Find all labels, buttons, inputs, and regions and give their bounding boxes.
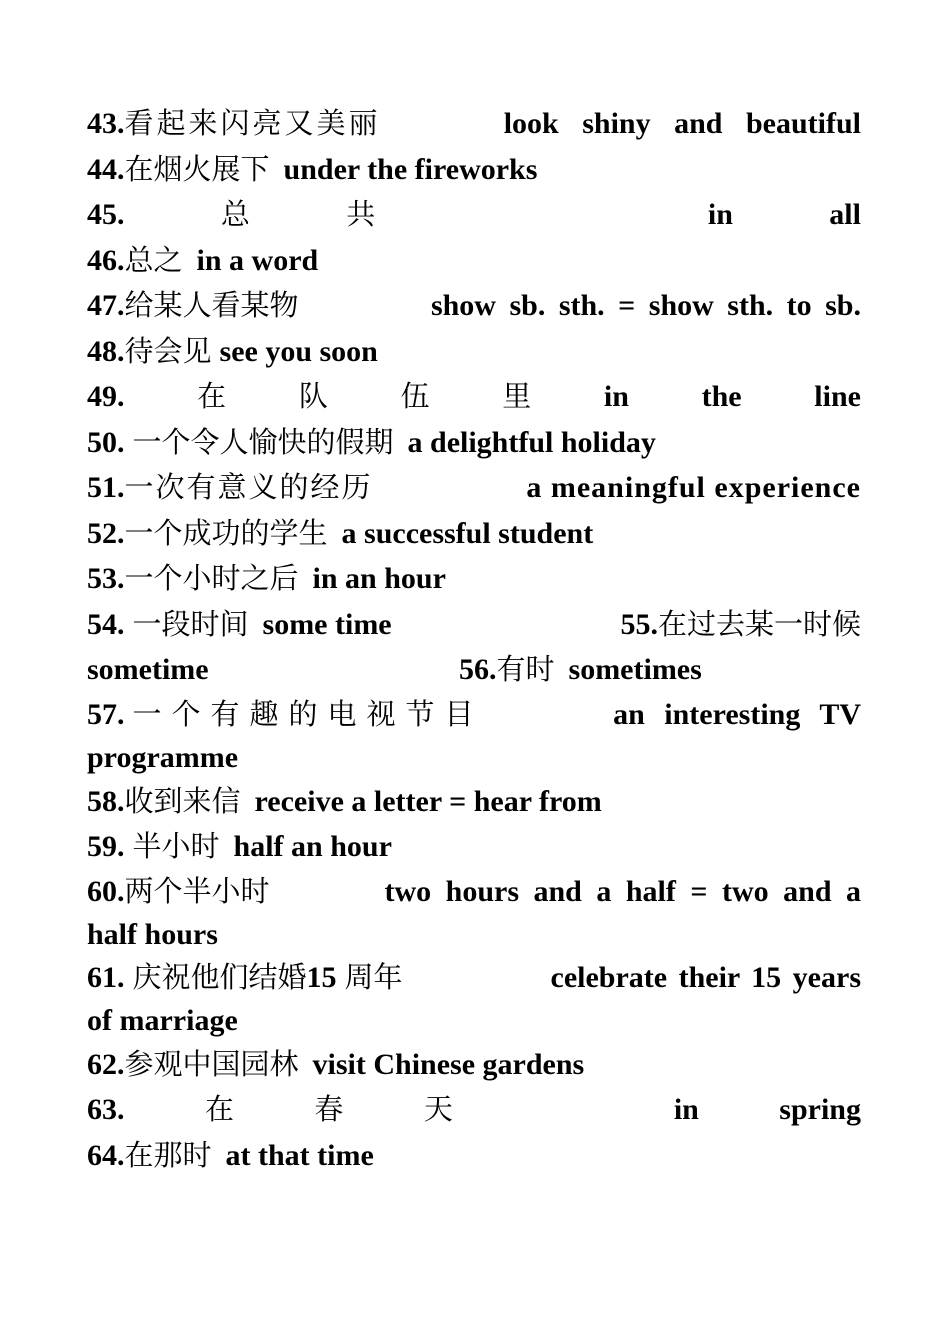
year-number: 15	[306, 960, 337, 994]
chinese-word: 在	[197, 379, 227, 413]
english-phrase: look shiny and beautiful	[503, 107, 861, 140]
item-number: 43.	[87, 107, 125, 140]
list-item	[87, 602, 861, 648]
item-number: 61.	[87, 960, 125, 994]
english-phrase: in a word	[196, 243, 319, 277]
chinese-word: 共	[346, 197, 376, 231]
chinese-phrase: 总之	[124, 242, 183, 277]
chinese-phrase: 庆祝他们结婚	[132, 959, 307, 994]
list-item	[87, 870, 861, 913]
list-item	[87, 824, 861, 870]
english-word: in	[673, 1093, 699, 1126]
english-word: the	[701, 380, 742, 413]
english-phrase: two hours and a half = two and a	[384, 874, 861, 908]
chinese-word: 在	[204, 1092, 234, 1126]
english-phrase: receive a letter = hear from	[254, 784, 602, 818]
english-phrase: show sb. sth. = show sth. to sb.	[430, 289, 861, 322]
item-number: 45.	[87, 198, 125, 231]
item-number: 53.	[87, 562, 125, 595]
item-number: 55.	[620, 607, 658, 641]
list-item	[87, 374, 861, 420]
list-item	[87, 1133, 861, 1179]
english-phrase: an interesting TV	[613, 697, 861, 731]
list-item	[87, 779, 861, 825]
chinese-word: 里	[502, 379, 532, 413]
list-item	[87, 329, 861, 375]
english-phrase: sometimes	[568, 653, 702, 686]
chinese-word: 天	[423, 1092, 453, 1126]
chinese-phrase: 一个令人愉快的假期	[132, 424, 394, 459]
chinese-phrase: 一个小时之后	[124, 561, 299, 595]
list-item	[87, 647, 861, 693]
english-word: line	[814, 380, 861, 413]
chinese-phrase: 在那时	[124, 1137, 212, 1172]
chinese-phrase: 一个成功的学生	[124, 515, 328, 550]
list-item	[87, 101, 861, 147]
item-number: 60.	[87, 874, 125, 908]
english-phrase: under the fireworks	[283, 152, 538, 186]
chinese-phrase: 一段时间	[132, 606, 249, 641]
list-item	[87, 420, 861, 466]
list-item	[87, 283, 861, 329]
english-phrase: see you soon	[219, 334, 378, 368]
item-number: 59.	[87, 830, 125, 863]
english-word: all	[829, 198, 861, 231]
chinese-phrase: 一次有意义的经历	[124, 470, 373, 504]
english-phrase: some time	[262, 607, 392, 641]
vocabulary-list	[87, 101, 861, 1178]
item-number: 44.	[87, 152, 125, 186]
item-number: 47.	[87, 289, 125, 322]
item-number: 56.	[459, 653, 497, 686]
chinese-phrase: 有时	[496, 652, 555, 686]
item-number: 46.	[87, 243, 125, 277]
chinese-phrase: 参观中国园林	[124, 1046, 299, 1081]
list-item	[87, 1042, 861, 1088]
chinese-phrase: 在过去某一时候	[657, 606, 861, 641]
english-phrase: half hours	[87, 917, 218, 951]
english-phrase: half an hour	[233, 830, 392, 863]
list-item	[87, 693, 861, 736]
chinese-word: 伍	[400, 379, 430, 413]
chinese-phrase: 收到来信	[124, 783, 241, 818]
list-item	[87, 511, 861, 557]
item-number: 52.	[87, 516, 125, 550]
item-number: 64.	[87, 1138, 125, 1172]
english-word: spring	[779, 1093, 861, 1126]
item-number: 58.	[87, 784, 125, 818]
english-phrase: celebrate their 15 years	[550, 960, 861, 994]
chinese-phrase: 两个半小时	[124, 873, 270, 908]
list-item	[87, 465, 861, 511]
chinese-word: 总	[220, 197, 250, 231]
chinese-word: 春	[314, 1092, 344, 1126]
english-word: in	[707, 198, 733, 231]
list-item-continuation	[87, 999, 861, 1042]
item-number: 63.	[87, 1093, 125, 1126]
list-item	[87, 556, 861, 602]
item-number: 51.	[87, 471, 125, 504]
list-item-continuation	[87, 913, 861, 956]
chinese-phrase: 看起来闪亮又美丽	[124, 106, 381, 140]
item-number: 54.	[87, 607, 125, 641]
english-phrase: programme	[87, 740, 239, 774]
item-number: 62.	[87, 1047, 125, 1081]
chinese-word: 队	[298, 379, 328, 413]
english-phrase: in an hour	[312, 562, 446, 595]
list-item	[87, 1087, 861, 1133]
chinese-phrase: 周年	[344, 959, 403, 994]
item-number: 57.	[87, 697, 125, 731]
english-phrase: a meaningful experience	[526, 471, 861, 504]
english-word: in	[603, 380, 629, 413]
chinese-phrase: 待会见	[124, 333, 212, 368]
list-item	[87, 147, 861, 193]
list-item	[87, 956, 861, 999]
item-number: 49.	[87, 380, 125, 413]
chinese-phrase: 给某人看某物	[124, 288, 299, 322]
english-phrase: sometime	[87, 653, 209, 686]
english-phrase: visit Chinese gardens	[312, 1047, 585, 1081]
list-item	[87, 192, 861, 238]
chinese-phrase: 一个有趣的电视节目	[132, 696, 484, 731]
english-phrase: a successful student	[341, 516, 594, 550]
chinese-phrase: 半小时	[132, 829, 220, 863]
list-item-continuation	[87, 736, 861, 779]
item-number: 50.	[87, 425, 125, 459]
item-number: 48.	[87, 334, 125, 368]
list-item	[87, 238, 861, 284]
english-phrase: at that time	[225, 1138, 374, 1172]
english-phrase: of marriage	[87, 1003, 238, 1037]
english-phrase: a delightful holiday	[407, 425, 656, 459]
chinese-phrase: 在烟火展下	[124, 151, 270, 186]
